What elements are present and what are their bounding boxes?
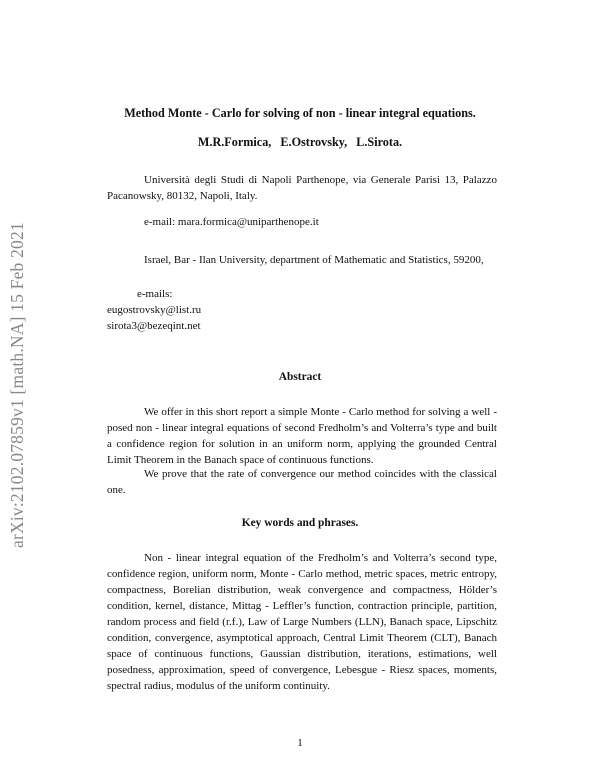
abstract-paragraph-1: We offer in this short report a simple Monte - Carlo method for solving a well - posed non - linear integral equations of second Fredholm’s and Volterra’s type and built a confidence region for solution in an uniform norm, applying the grounded Central Limit Theorem in the Banach space of continuous functions. — [107, 406, 497, 466]
page-number: 1 — [297, 737, 303, 749]
keywords-heading: Key words and phrases. — [241, 517, 359, 529]
affiliation-bar-ilan: Israel, Bar - Ilan University, department of Mathematic and Statistics, 59200, — [144, 254, 484, 266]
keywords-text: Non - linear integral equation of the Fredholm’s and Volterra’s second type, confidence region, uniform norm, Monte - Carlo method, metric spaces, metric entropy, compactness, Borelian distribution, weak convergence and compactness, Hölder’s condition, kernel, distance, Mittag - Leffler’s function, contraction principle, partition, random process and field (r.f.), Law of Large Numbers (LLN), Banach space, Lipschitz condition, convergence, asymptotical approach, Central Limit Theorem (CLT), Banach space of continuous functions, Gaussian distribution, iterations, estimations, well posedness, approximation, speed of convergence, Lebesgue - Riesz spaces, moments, spectral radius, modulus of the uniform continuity. — [107, 552, 497, 692]
emails-label: e-mails: — [137, 288, 173, 300]
abstract-heading: Abstract — [278, 371, 322, 383]
email-sirota: sirota3@bezeqint.net — [107, 320, 201, 332]
paper-title: Method Monte - Carlo for solving of non - linear integral equations. — [124, 106, 476, 120]
email-ostrovsky: eugostrovsky@list.ru — [107, 304, 202, 316]
abstract-paragraph-2: We prove that the rate of convergence our method coincides with the classical one. — [107, 468, 497, 496]
paper-authors: M.R.Formica, E.Ostrovsky, L.Sirota. — [197, 135, 403, 149]
arxiv-identifier: arXiv:2102.07859v1 [math.NA] 15 Feb 2021 — [7, 222, 27, 548]
affiliation-naples: Università degli Studi di Napoli Parthenope, via Generale Parisi 13, Palazzo Pacanowsky, 80132, Napoli, Italy. — [107, 174, 497, 202]
email-formica: e-mail: mara.formica@uniparthenope.it — [144, 216, 319, 228]
emails-block — [107, 286, 201, 334]
